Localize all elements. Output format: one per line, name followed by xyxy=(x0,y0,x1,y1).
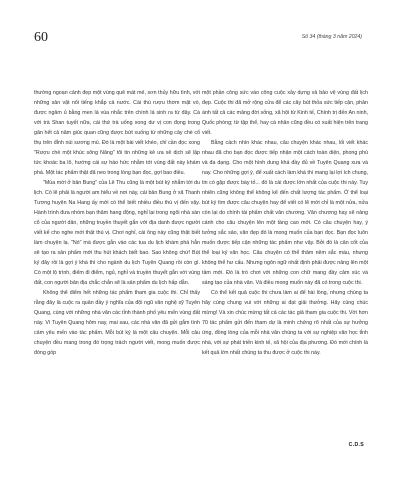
issue-label: Số 34 (tháng 3 năm 2024) xyxy=(301,34,362,40)
paragraph: Không thể điểm hết những tác phẩm tham gia cuộc thi. Chỉ thấy rằng đây là cuộc ra quân đầy ý nghĩa của đội ngũ văn nghệ sỹ Tuyên Quang, cùng với những nhà văn các tỉnh thành phố yêu mến vùng đất này. Vì Tuyên Quang hôm nay, mai sau, các nhà văn đã gửi gắm tình cảm yêu mến vào tác phẩm. Mỗi bút ký là một câu chuyện. Mỗi câu chuyện đều mang trong đó trọng trách người viết, mong muốn được đóng góp xyxy=(34,290,200,356)
paragraph: Bằng cách nhìn khác nhau, câu chuyện khác nhau, lối viết khác nhau đã cho bạn đọc được tiếp nhận một cách toàn diện, phong phú và đa dạng. Cho một hình dung khá đầy đủ về Tuyên Quang xưa và nay. Cho những gợi ý, để xuất cách làm khá thì mang lại lợi ích chung, tin có gặp được bày tỏ... đó là cái được lớn nhất của cuộc thi này. Tuy nhiên cũng không thể không kể đến chất lượng tác phẩm. Ở thể loại bút ký tìm được câu chuyện hay để viết có lẽ mới chỉ là một nửa, nửa còn lại do chính tài phẩm chất văn chương. Văn chương hay sẽ nâng cánh cho câu chuyện lên một tầng cao mới. Có câu chuyện hay, ý tưởng sắc sảo, văn đẹp đó là mong muốn của bạn đọc. Bạn đọc luôn muốn được tiếp cận những tác phẩm như vậy. Bởi đó là cân cốt của thể loại ký văn học. Câu chuyện có thể thâm nêm sắc màu, nhưng không thể hư cấu. Nhưng ngôn ngữ nhất định phải được nâng lên một tầm mới. Đó là trò chơi với những con chữ mang đầy cảm xúc và sáng tạo của nhà văn. Và điều mong muốn này đã có trong cuộc thi. xyxy=(202,140,368,286)
paragraph: thường ngoạn cảnh đẹp một vùng quê mát mẻ, sơn thủy hữu tình, với những sản vật nổi tiếng khắp cả nước. Cái thú rượu thơm mật vò, được ngâm ủ bằng men lá vùa nhắc trên chính lá sinh ra từ đây. Cá với trà Shan tuyết nữa, cái thứ trà uống xong dư vị con đọng trong gân hết cả năm giúc quan cũng được bứt xuống từ những cây chè cổ thụ trên đỉnh núi sương mù. Đó là một bài viết khéo, chỉ cần đọc xong "Rượu chè một khúc sông Năng" tôi tin những kẻ ưa xê dịch sẽ lập tức khoác ba lô, hướng cái sự háo hức nhằm tới vùng đất này khám phá. Một tác phẩm thật đã neo trong lòng bạn đọc, gợi bao điều. xyxy=(34,90,200,176)
page-header xyxy=(0,0,402,45)
author-signature: C.D.S xyxy=(348,442,364,448)
paragraph: Có thể kết quả cuộc thi chưa làm ai để hài lòng, nhưng chúng ta hãy cùng chung vui với những ai đạt giải thưởng. Hãy cùng chúc mừng! Và xin chúc mừng tất cả các tác giả tham gia cuộc thi. Với hơn 70 tác phẩm gửi đến tham dự là minh chứng rõ nhất của sự hưởng ứng, đồng lòng của mỗi nhà văn chúng ta với sự nghiệp văn học tỉnh nhà, với sự phát triển kinh tế, xã hội của địa phương. Đó mới chính là kết quả lớn nhất chúng ta thu được ở cuộc thi này. xyxy=(202,290,368,356)
text-column-right xyxy=(202,88,368,358)
paragraph: một phần công sức vào công cuộc xây dựng và bảo vệ vùng đất lịch đẹp. Cuộc thi đã mở rộng cửa để các cây bút thỏa sức tiếp cận, phản ánh tất cả các mảng đời sống, xã hội từ Kinh tế, Chính trị đến An ninh, Quốc phòng; từ tập thể, hay cá nhân cũng đều có xuất hiện trên trang viết. xyxy=(202,90,368,136)
paragraph: "Mùa mới ở bản Bung" của Lê Thu cũng là một bút ký nhắm tới du lịch. Có lẽ phải là người am hiểu về nơi này, cái bản Bung ở xã Thanh Tương huyện Na Hang ấy mới có thể biết nhiều điều thú vị đến vậy. Hành trình đưa nhóm bạn thăm hang động, nghỉ lại trong ngôi nhà sàn cổ của người dân, những truyền thuyết gắn với địa danh được người viết kể cho nghe mới thật thú vị. Chơi nghỉ, cái ông này cũng thật biết làm chuyện lạ. "Nó" mà được gắn vào các tua du lịch khám phá hẳn sẽ tạo ra sản phẩm mới thu hút khách biết bao. Sao không chứ! Bút ký đây rồi là gợi ý khá thì cho ngành du lịch Tuyên Quang rồi còn gì. Có một lộ trình, điểm đi điểm, ngủ, nghỉ và truyền thuyết gắn với vùng đất, con người bản địa chắc chắn sẽ là sản phẩm du lịch hấp dẫn. xyxy=(34,180,200,286)
page-number: 60 xyxy=(34,30,48,45)
text-column-left xyxy=(34,88,200,358)
